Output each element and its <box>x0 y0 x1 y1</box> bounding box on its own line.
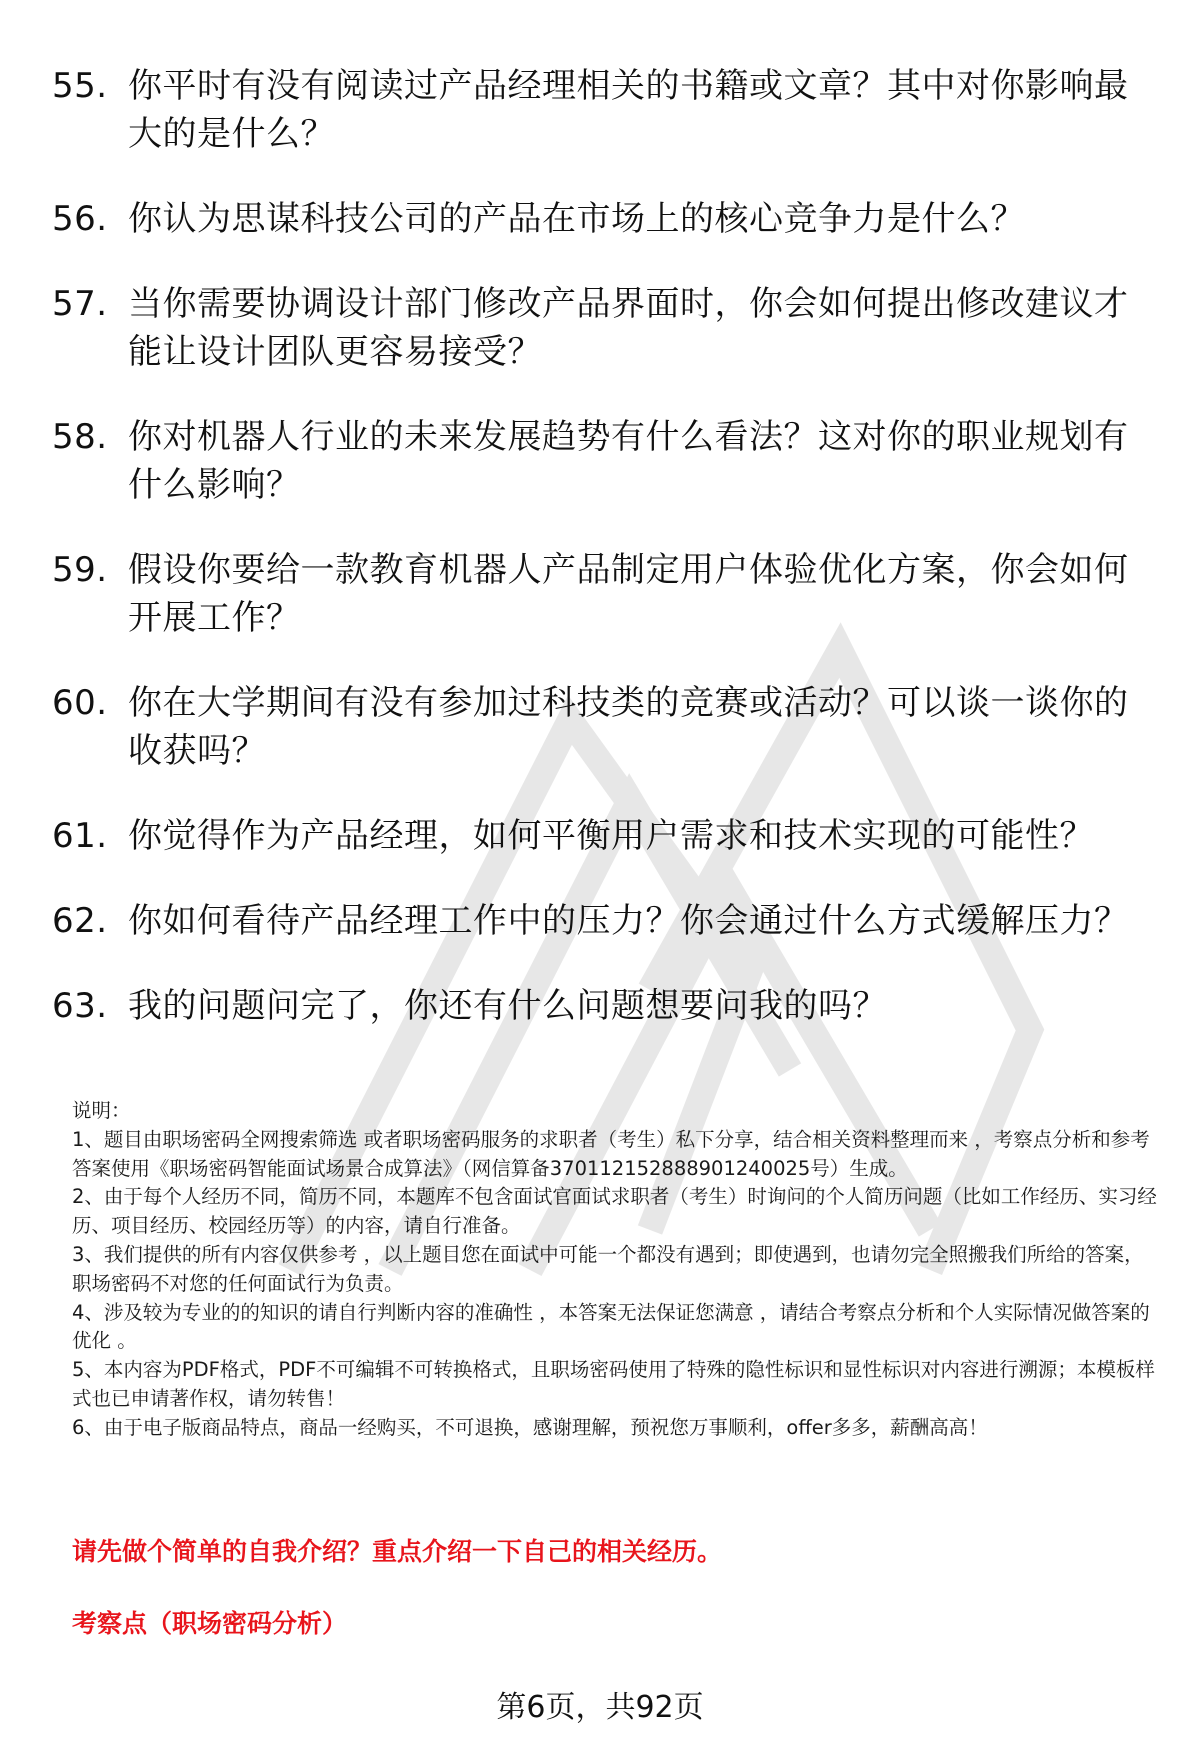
question-text: 假设你要给一款教育机器人产品制定用户体验优化方案，你会如何开展工作？ <box>128 550 1129 638</box>
question-number: 57. <box>52 284 108 324</box>
notes-title: 说明： <box>72 1099 131 1122</box>
page-indicator: 第6页，共92页 <box>496 1690 704 1725</box>
note-item: 6、由于电子版商品特点，商品一经购买，不可退换，感谢理解，预祝您万事顺利，offer多多，薪酬高高！ <box>72 1415 988 1439</box>
question-number: 63. <box>52 986 108 1026</box>
question-text: 我的问题问完了，你还有什么问题想要问我的吗？ <box>128 986 887 1026</box>
disclaimer-notes <box>72 1097 1162 1443</box>
analysis-section-label: 考察点（职场密码分析） <box>72 1609 348 1638</box>
question-text: 你认为思谋科技公司的产品在市场上的核心竞争力是什么？ <box>128 199 1025 239</box>
note-item: 3、我们提供的所有内容仅供参考 ，以上题目您在面试中可能一个都没有遇到；即使遇到，也请勿完全照搬我们所给的答案，职场密码不对您的任何面试行为负责。 <box>72 1242 1144 1295</box>
question-item <box>52 679 1152 775</box>
question-text: 当你需要协调设计部门修改产品界面时，你会如何提出修改建议才能让设计团队更容易接受？ <box>128 284 1129 372</box>
highlight-question: 请先做个简单的自我介绍？重点介绍一下自己的相关经历。 <box>72 1537 723 1566</box>
note-item: 2、由于每个人经历不同，简历不同，本题库不包含面试官面试求职者（考生）时询问的个人简历问题（比如工作经历、实习经历、项目经历、校园经历等）的内容，请自行准备。 <box>72 1185 1157 1238</box>
question-number: 61. <box>52 816 108 856</box>
question-item <box>52 413 1152 509</box>
question-text: 你对机器人行业的未来发展趋势有什么看法？这对你的职业规划有什么影响？ <box>128 417 1129 505</box>
question-number: 60. <box>52 683 108 723</box>
question-item <box>52 62 1152 158</box>
question-text: 你平时有没有阅读过产品经理相关的书籍或文章？其中对你影响最大的是什么？ <box>128 66 1129 154</box>
question-number: 58. <box>52 417 108 457</box>
note-item: 1、题目由职场密码全网搜索筛选 或者职场密码服务的求职者（考生）私下分享，结合相关资料整理而来 ，考察点分析和参考答案使用《职场密码智能面试场景合成算法》（网信算备370112152888901240025号）生成。 <box>72 1127 1150 1180</box>
question-number: 55. <box>52 66 108 106</box>
question-item <box>52 280 1152 376</box>
question-text: 你如何看待产品经理工作中的压力？你会通过什么方式缓解压力？ <box>128 901 1129 941</box>
question-item <box>52 812 1152 860</box>
question-number: 62. <box>52 901 108 941</box>
question-number: 56. <box>52 199 108 239</box>
question-item <box>52 897 1152 945</box>
question-item <box>52 546 1152 642</box>
question-item <box>52 195 1152 243</box>
question-number: 59. <box>52 550 108 590</box>
question-text: 你在大学期间有没有参加过科技类的竞赛或活动？可以谈一谈你的收获吗？ <box>128 683 1129 771</box>
question-item <box>52 982 1152 1030</box>
note-item: 5、本内容为PDF格式，PDF不可编辑不可转换格式，且职场密码使用了特殊的隐性标识和显性标识对内容进行溯源；本模板样式也已申请著作权，请勿转售！ <box>72 1358 1155 1410</box>
note-item: 4、涉及较为专业的的知识的请自行判断内容的准确性 ，本答案无法保证您满意 ，请结合考察点分析和个人实际情况做答案的优化 。 <box>72 1300 1150 1353</box>
question-text: 你觉得作为产品经理，如何平衡用户需求和技术实现的可能性？ <box>128 816 1094 856</box>
question-list <box>52 62 1152 1067</box>
